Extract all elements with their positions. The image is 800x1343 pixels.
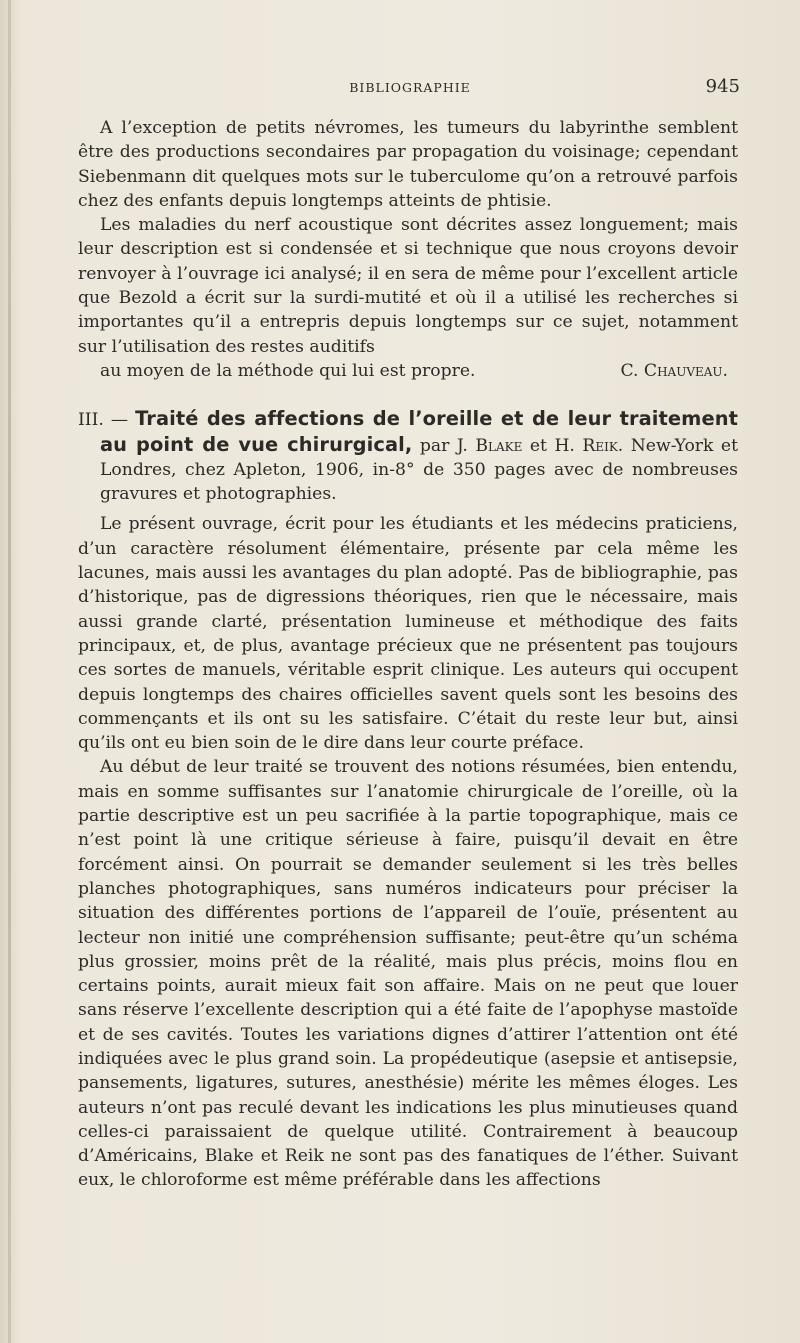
review-signature: C. Chauveau.: [620, 360, 728, 381]
body-text: [78, 116, 738, 1193]
paragraph-2-text: Les maladies du nerf acoustique sont décrites assez longuement; mais leur description est si condensée et si technique que nous croyons devoir renvoyer à l’ouvrage ici analysé; il en sera de même pour l’excellent article que Bezold a écrit sur la surdi-mutité et où il a utilisé les recherches si importantes qu’il a entrepris depuis longtemps sur ce sujet, notamment sur l’utilisation des restes auditifs: [78, 215, 738, 357]
paragraph-2-last-words: au moyen de la méthode qui lui est propre.: [100, 360, 476, 381]
page-binding-edge: [8, 0, 11, 1343]
review-author-1: J. Blake: [456, 435, 523, 456]
review-book-title: Traité des affections de l’oreille et de leur traitement au point de vue chirurgical,: [100, 407, 738, 456]
review-number: III. —: [78, 410, 129, 431]
review-publication-info: New-York et Londres, chez Apleton, 1906, in-8° de 350 pages avec de nombreuses gravures et photographies.: [100, 435, 739, 505]
paragraph-3: Le présent ouvrage, écrit pour les étudiants et les médecins praticiens, d’un caractère résolument élémentaire, présente par cela même les lacunes, mais aussi les avantages du plan adopté. Pas de bibliographie, pas d’historique, pas de digressions théoriques, rien que le nécessaire, mais aussi grande clarté, présentation lumineuse et méthodique des faits principaux, et, de plus, avantage précieux que ne présentent pas toujours ces sortes de manuels, véritable esprit clinique. Les auteurs qui occupent depuis longtemps des chaires officielles savent quels sont les besoins des commençants et ils ont su les satisfaire. C’était du reste leur but, ainsi qu’ils ont eu bien soin de le dire dans leur courte préface.: [78, 514, 738, 754]
review-author-2: H. Reik.: [554, 435, 624, 456]
running-title: BIBLIOGRAPHIE: [349, 80, 471, 95]
paragraph-4: Au début de leur traité se trouvent des notions résumées, bien entendu, mais en somme suffisantes sur l’anatomie chirurgicale de l’oreille, où la partie descriptive est un peu sacrifiée à la partie topographique, mais ce n’est point là une critique sérieuse à faire, puisqu’il devait en être forcément ainsi. On pourrait se demander seulement si les très belles planches photographiques, sans numéros indicateurs pour préciser la situation des différentes portions de l’appareil de l’ouïe, présentent au lecteur non initié une compréhension suffisante; peut-être qu’un schéma plus grossier, moins prêt de la réalité, mais plus précis, moins flou en certains points, aurait mieux fait son affaire. Mais on ne peut que louer sans réserve l’excellente description qui a été faite de l’apophyse mastoïde et de ses cavités. Toutes les variations dignes d’attirer l’attention ont été indiquées avec le plus grand soin. La propédeutique (asepsie et antisepsie, pansements, ligatures, sutures, anesthésie) mérite les mêmes éloges. Les auteurs n’ont pas reculé devant les indications les plus minutieuses quand celles-ci paraissaient de quelque utilité. Contrairement à beaucoup d’Américains, Blake et Reik ne sont pas des fanatiques de l’éther. Suivant eux, le chloroforme est même préférable dans les affections: [78, 757, 738, 1191]
paragraph-1: A l’exception de petits névromes, les tumeurs du labyrinthe semblent être des productions secondaires par propagation du voisinage; cependant Siebenmann dit quelques mots sur le tuberculome qu’on a retrouvé parfois chez des enfants depuis longtemps atteints de phtisie.: [78, 118, 738, 211]
review-and: et: [529, 435, 547, 456]
page-number: 945: [705, 76, 740, 97]
review-by: par: [419, 435, 450, 456]
review-entry-heading: [78, 407, 738, 506]
page-header: [80, 76, 740, 100]
paragraph-2: [78, 213, 738, 383]
paragraph-2-closing-line: [78, 359, 738, 383]
